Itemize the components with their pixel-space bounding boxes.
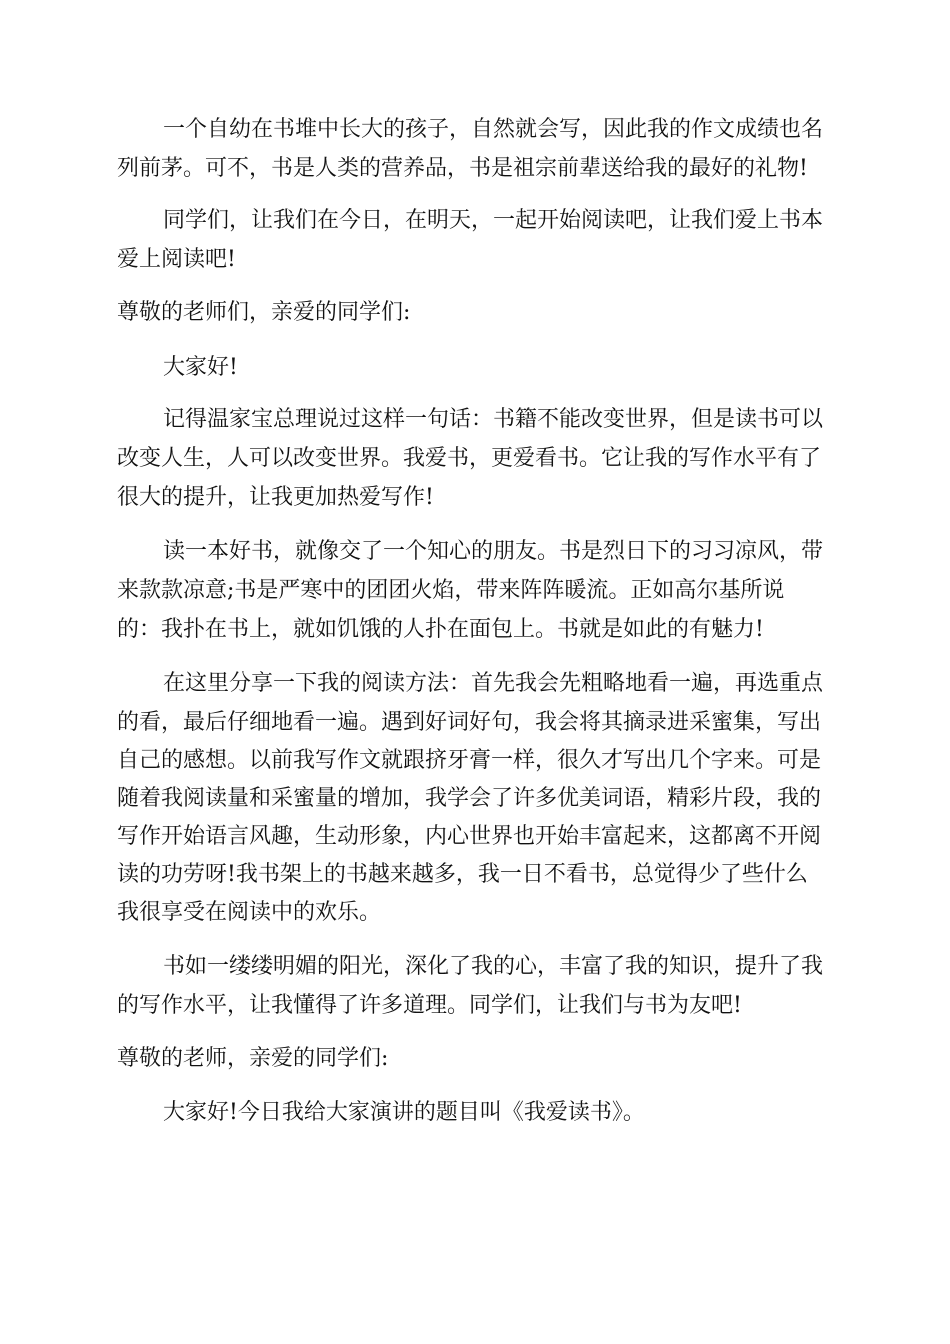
text-line: 读一本好书，就像交了一个知心的朋友。书是烈日下的习习凉风，带 (163, 539, 824, 564)
text-line: 自己的感想。以前我写作文就跟挤牙膏一样，很久才写出几个字来。可是 (117, 748, 822, 773)
text-line: 很大的提升，让我更加热爱写作! (117, 485, 434, 510)
text-line: 的：我扑在书上，就如饥饿的人扑在面包上。书就是如此的有魅力! (117, 617, 764, 642)
salutation: 尊敬的老师们，亲爱的同学们: (117, 300, 411, 325)
text-line: 读的功劳呀!我书架上的书越来越多，我一日不看书，总觉得少了些什么 (117, 862, 808, 887)
greeting: 大家好! (163, 355, 238, 380)
text-line: 记得温家宝总理说过这样一句话：书籍不能改变世界，但是读书可以 (163, 407, 824, 432)
greeting: 大家好!今日我给大家演讲的题目叫《我爱读书》。 (163, 1100, 645, 1125)
text-line: 一个自幼在书堆中长大的孩子，自然就会写，因此我的作文成绩也名 (163, 117, 824, 142)
text-line: 改变人生，人可以改变世界。我爱书，更爱看书。它让我的写作水平有了 (117, 446, 822, 471)
text-line: 的写作水平，让我懂得了许多道理。同学们，让我们与书为友吧! (117, 993, 742, 1018)
text-line: 写作开始语言风趣，生动形象，内心世界也开始丰富起来，这都离不开阅 (117, 824, 822, 849)
text-line: 同学们，让我们在今日，在明天，一起开始阅读吧，让我们爱上书本 (163, 208, 824, 233)
text-line: 爱上阅读吧! (117, 247, 236, 272)
text-line: 列前茅。可不，书是人类的营养品，书是祖宗前辈送给我的最好的礼物! (117, 156, 808, 181)
salutation: 尊敬的老师，亲爱的同学们: (117, 1046, 389, 1071)
text-line: 来款款凉意;书是严寒中的团团火焰，带来阵阵暖流。正如高尔基所说 (117, 578, 785, 603)
text-line: 我很享受在阅读中的欢乐。 (117, 900, 382, 925)
text-line: 书如一缕缕明媚的阳光，深化了我的心，丰富了我的知识，提升了我 (163, 954, 824, 979)
text-line: 随着我阅读量和采蜜量的增加，我学会了许多优美词语，精彩片段，我的 (117, 786, 822, 811)
text-line: 在这里分享一下我的阅读方法：首先我会先粗略地看一遍，再选重点 (163, 671, 824, 696)
text-line: 的看，最后仔细地看一遍。遇到好词好句，我会将其摘录进采蜜集，写出 (117, 710, 822, 735)
